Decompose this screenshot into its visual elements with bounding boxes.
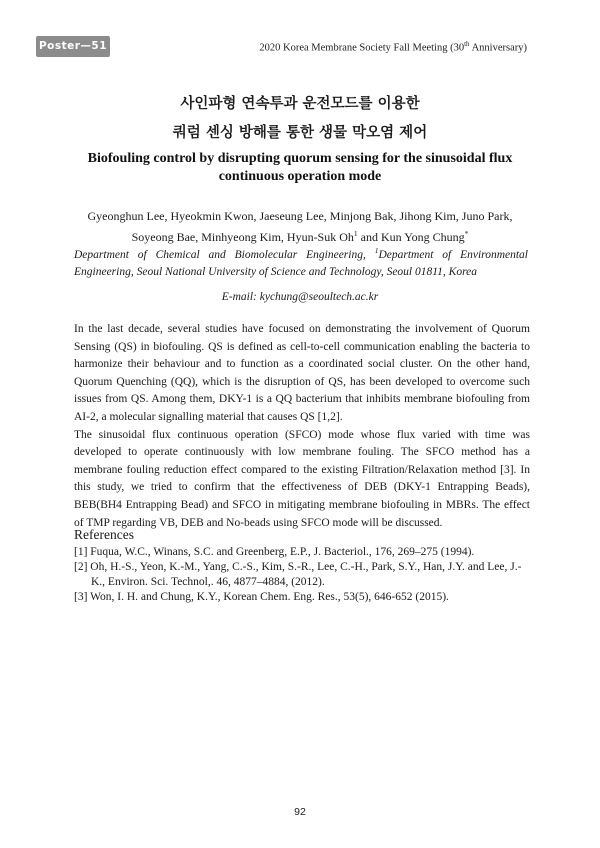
conference-header (259, 40, 527, 54)
english-title: Biofouling control by disrupting quorum sensing for the sinusoidal flux continuous operation mode (87, 151, 513, 184)
author-line2-mid: and Kun Yong Chung (357, 230, 465, 244)
affiliation-dept2: Department of Environmental Engineering, Seoul National University of Science and Technology, Seoul 01811, Korea (74, 248, 528, 279)
abstract-body (74, 321, 530, 532)
author-line2-prefix: Soyeong Bae, Minhyeong Kim, Hyun-Suk Oh (131, 230, 354, 244)
affiliation (74, 242, 528, 282)
reference-item: [1] Fuqua, W.C., Winans, S.C. and Greenberg, E.P., J. Bacteriol., 176, 269–275 (1994). (74, 546, 475, 558)
reference-item: [3] Won, I. H. and Chung, K.Y., Korean Chem. Eng. Res., 53(5), 646-652 (2015). (74, 590, 449, 603)
page-number: 92 (294, 806, 306, 818)
author-line1: Gyeonghun Lee, Hyeokmin Kwon, Jaeseung Lee, Minjong Bak, Jihong Kim, Juno Park, (87, 209, 513, 223)
reference-list (74, 545, 530, 605)
references-heading: References (74, 527, 134, 542)
author-affil-marker: 1 (353, 229, 358, 238)
reference-item: [2] Oh, H.-S., Yeon, K.-M., Yang, C.-S., Kim, S.-R., Lee, C.-H., Park, S.Y., Han, J.Y. and Lee, J.-K., Environ. Sci. Technol,. 46, 4877–4884, (2012). (74, 561, 522, 588)
conference-prefix: 2020 Korea Membrane Society Fall Meeting (30 (259, 42, 465, 54)
author-list (80, 208, 520, 246)
korean-title-line1: 사인파형 연속투과 운전모드를 이용한 (180, 96, 420, 112)
poster-badge: Poster—51 (36, 36, 110, 57)
corresponding-marker: * (464, 229, 469, 238)
affiliation-dept1: Department of Chemical and Biomolecular Engineering, (74, 248, 375, 261)
conference-ordinal: th (464, 40, 470, 48)
conference-suffix: Anniversary) (469, 42, 527, 54)
abstract-paragraph-2: The sinusoidal flux continuous operation (SFCO) mode whose flux varied with time was developed to operate continuously with low membrane fouling. The SFCO method has a membrane fouling reduction effect compared to the existing Filtration/Relaxation method [3]. In this study, we tried to confirm that the effectiveness of DEB (DKY-1 Entrapping Beads), BEB(BH4 Entrapping Bead) and SFCO in mitigating membrane biofouling in MBRs. The effect of TMP regarding VB, DEB and No-beads using SFCO mode will be discussed. (74, 428, 530, 529)
abstract-paragraph-1: In the last decade, several studies have focused on demonstrating the involvement of Quorum Sensing (QS) in biofouling. QS is defined as cell-to-cell communication enabling the bacteria to harmonize their behaviour and to function as a coordinated social cluster. On the other hand, Quorum Quenching (QQ), which is the disruption of QS, has been developed to overcome such issues from QS. Among them, DKY-1 is a QQ bacterium that inhibits membrane biofouling from AI-2, a molecular signalling material that causes QS [1,2]. (74, 323, 530, 423)
affiliation-marker: 1 (374, 246, 379, 255)
contact-email: E-mail: kychung@seoultech.ac.kr (221, 291, 379, 303)
korean-title-line2: 쿼럼 센싱 방해를 통한 생물 막오염 제어 (172, 125, 428, 141)
